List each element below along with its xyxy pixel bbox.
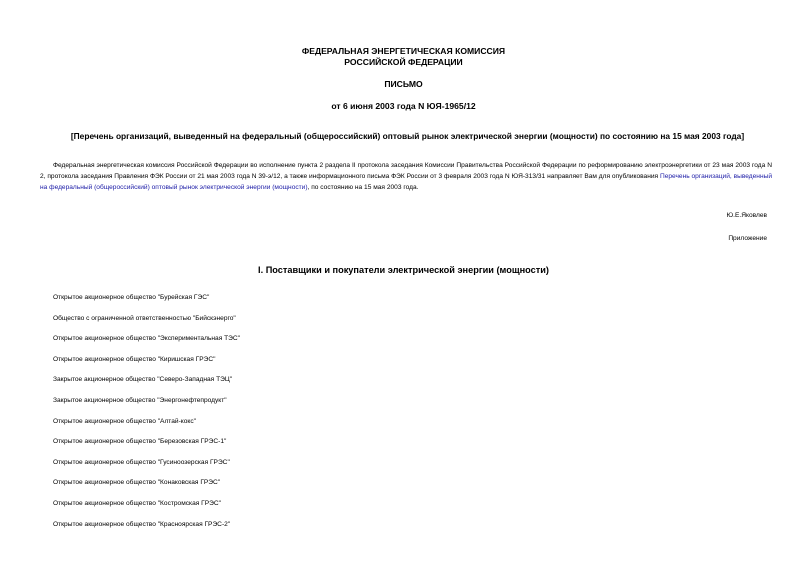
list-item: Открытое акционерное общество "Бурейская ГЭС" [53,294,210,301]
list-item: Открытое акционерное общество "Красноярская ГРЭС-2" [53,520,231,528]
list-item: Открытое акционерное общество "Конаковская ГРЭС" [53,479,221,487]
document-subject: [Перечень организаций, выведенный на федеральный (общероссийский) оптовый рынок электрической энергии (мощности) по состоянию на 15 мая 2003 года] [70,131,745,141]
list-item: Закрытое акционерное общество "Энергонефтепродукт" [53,396,227,404]
list-item: Открытое акционерное общество "Алтай-кокс" [53,417,197,425]
appendix-label: Приложение [728,235,767,242]
list-item: Открытое акционерное общество "Костромская ГРЭС" [53,499,221,507]
document-type: ПИСЬМО [384,79,423,89]
list-item: Открытое акционерное общество "Березовская ГРЭС-1" [53,438,227,446]
organization-list [53,293,240,540]
list-item: Общество с ограниченной ответственностью "Бийскэнерго" [53,314,236,322]
body-paragraph [40,160,772,193]
document-date-number: от 6 июня 2003 года N ЮЯ-1965/12 [331,101,476,111]
list-item: Открытое акционерное общество "Экспериментальная ТЭС" [53,335,240,343]
signature: Ю.Е.Яковлев [726,212,767,219]
appendix-link[interactable]: Перечень организаций, выведенный на федеральный (общероссийский) оптовый рынок электрической энергии (мощности) [40,173,773,191]
body-text-before-link: Федеральная энергетическая комиссия Российской Федерации во исполнение пункта 2 раздела II протокола заседания Комиссии Правительства Российской Федерации по реформированию электроэнергетики от 23 мая 2003 года N 2, протокола заседания Правления ФЭК России от 21 мая 2003 года N 39-э/12, а также информационного письма ФЭК России от 3 февраля 2003 года N ЮЯ-313/31 направляет Вам для опубликования [40,162,772,180]
issuer-name-line1: ФЕДЕРАЛЬНАЯ ЭНЕРГЕТИЧЕСКАЯ КОМИССИЯ [301,46,506,56]
list-item: Открытое акционерное общество "Гусиноозерская ГРЭС" [53,458,230,466]
body-text-after-link: , по состоянию на 15 мая 2003 года. [307,184,419,191]
list-item: Закрытое акционерное общество "Северо-Западная ТЭЦ" [53,376,233,384]
section-title: I. Поставщики и покупатели электрической энергии (мощности) [258,265,549,275]
issuer-name-line2: РОССИЙСКОЙ ФЕДЕРАЦИИ [344,57,463,67]
list-item: Открытое акционерное общество "Киришская ГРЭС" [53,355,216,363]
